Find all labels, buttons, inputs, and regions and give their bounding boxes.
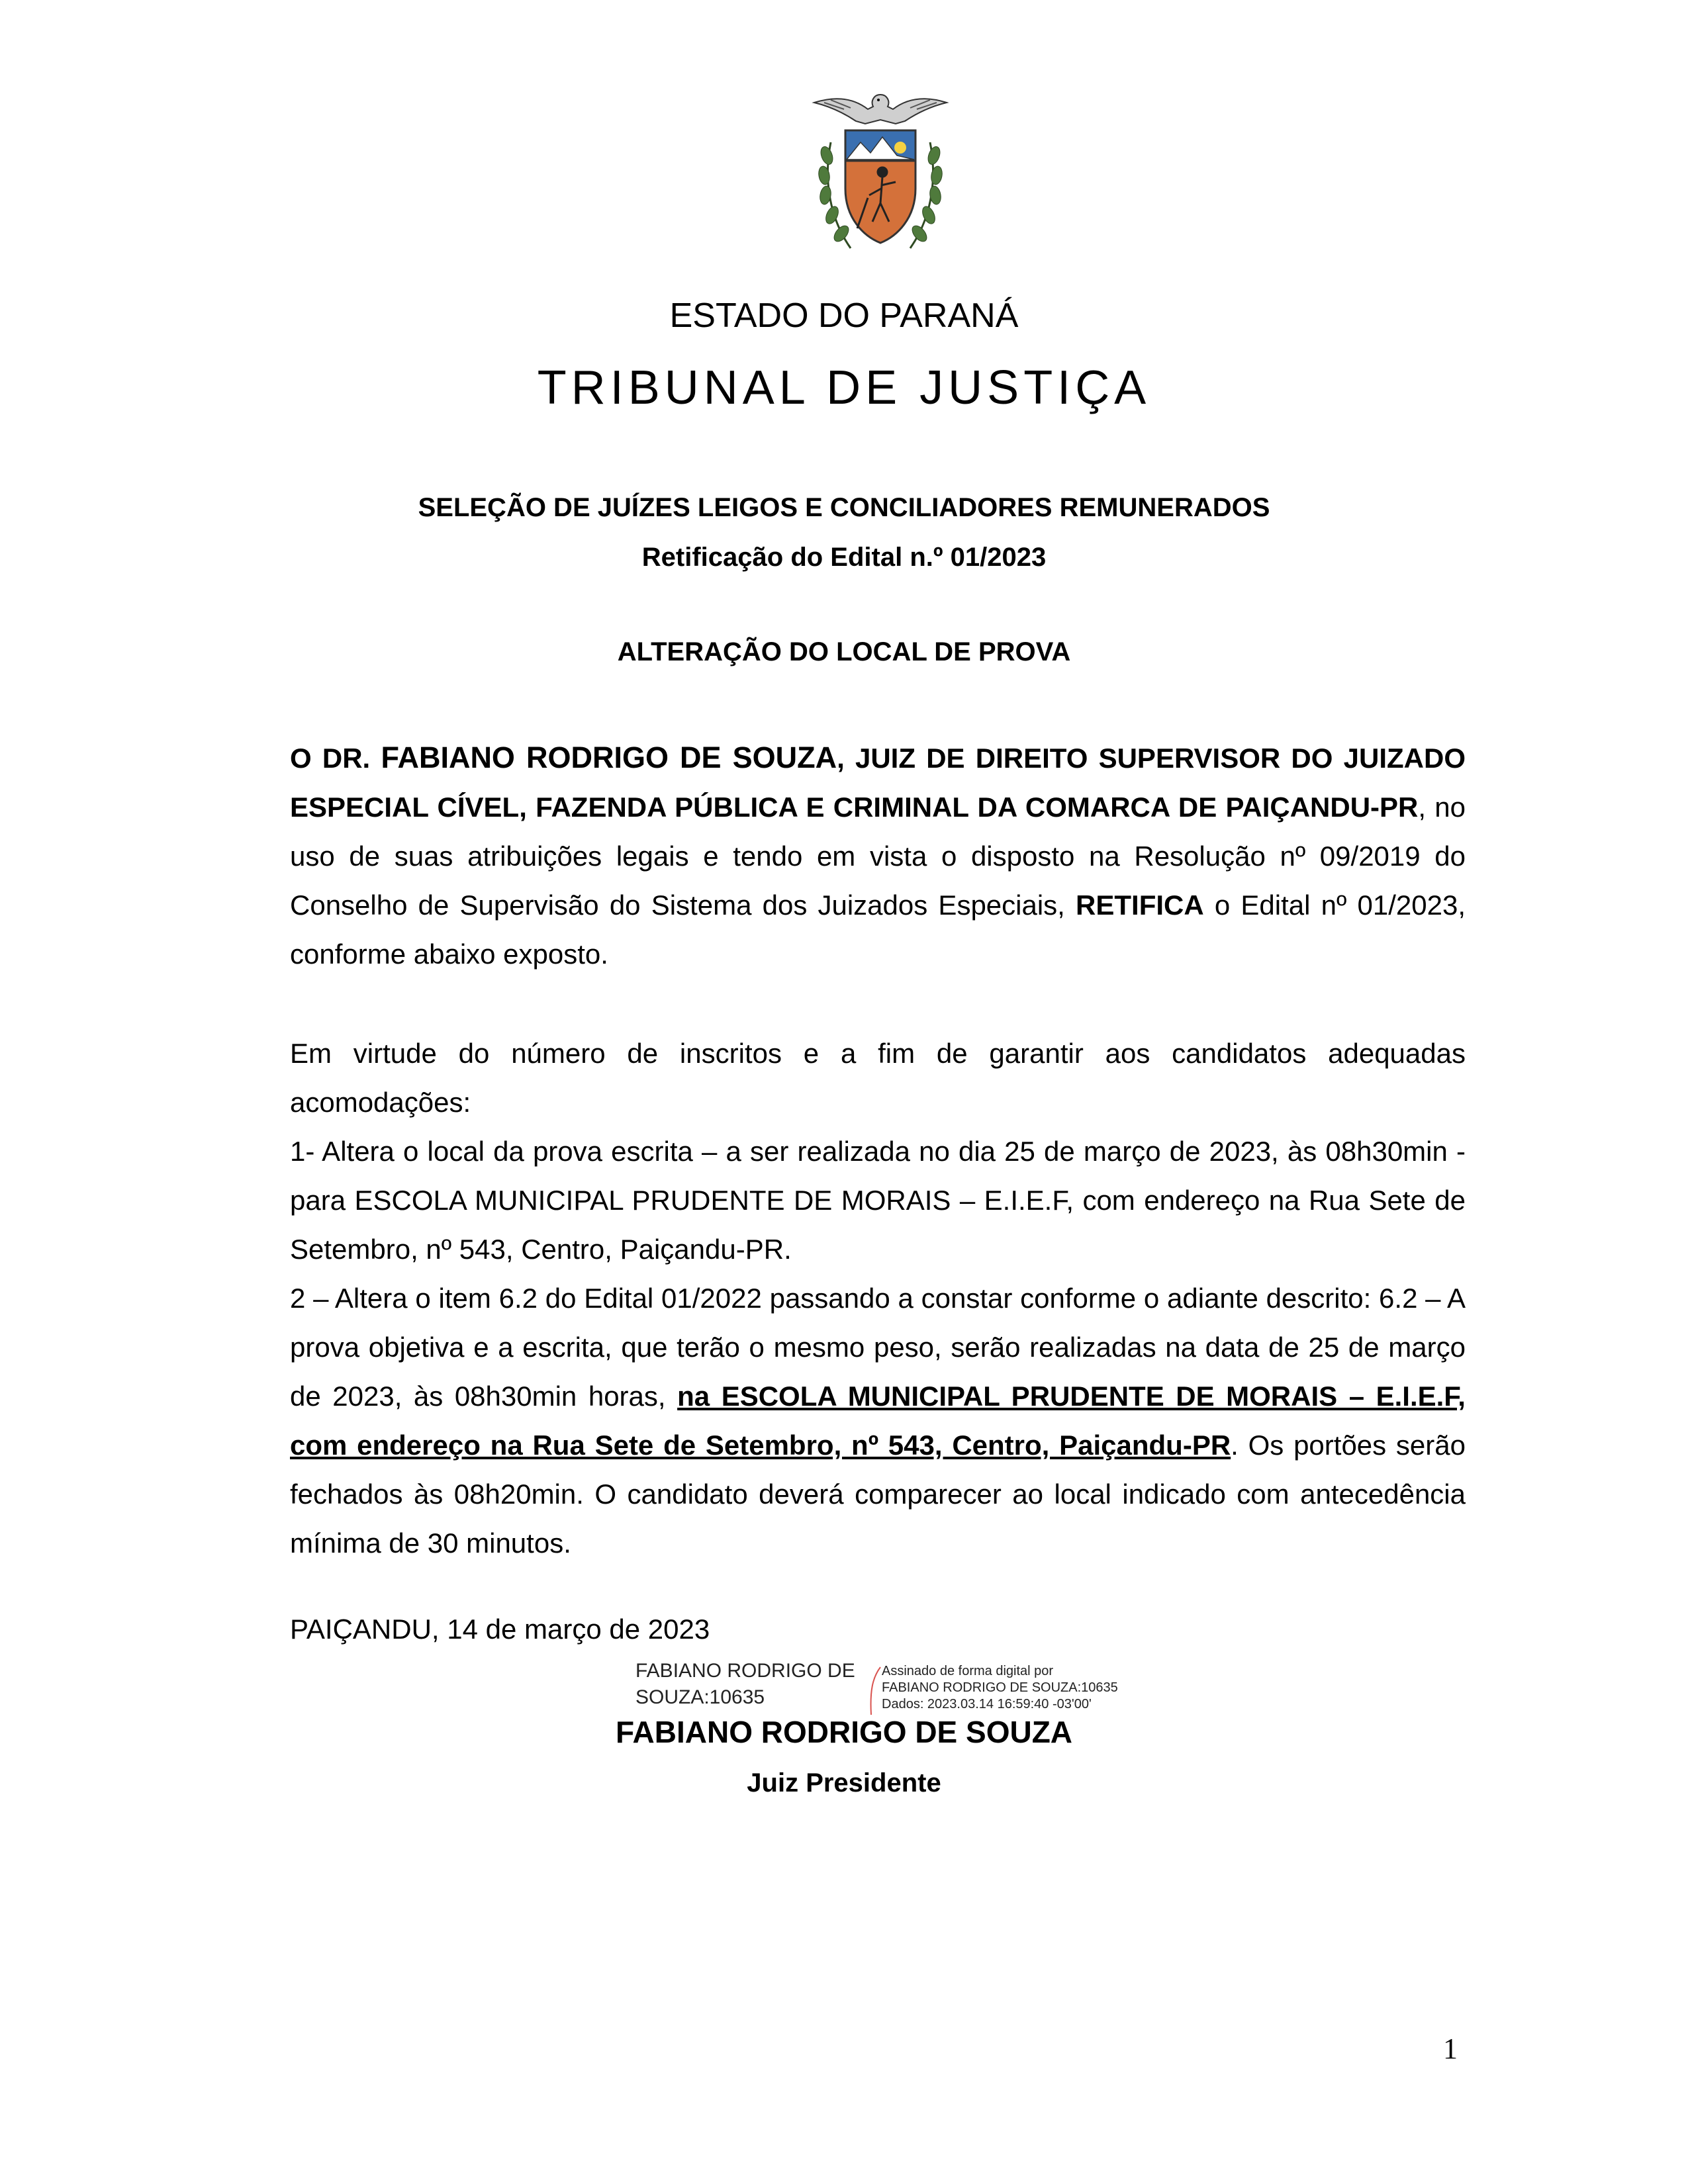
signature-name [635,1658,874,1711]
item-2-location: na ESCOLA MUNICIPAL PRUDENTE DE MORAIS – E.I.E.F, com endereço na Rua Sete de Setembro, nº 543, Centro, Paiçandu-PR [290,1381,1466,1461]
rectification-heading: Retificação do Edital n.º 01/2023 [641,543,1047,572]
court-heading: TRIBUNAL DE JUSTIÇA [537,361,1151,414]
signature-info-line-3: Dados: 2023.03.14 16:59:40 -03'00' [882,1697,1092,1711]
signature-info-line-1: Assinado de forma digital por [882,1664,1054,1678]
change-heading: ALTERAÇÃO DO LOCAL DE PROVA [617,637,1071,666]
signer-role: Juiz Presidente [747,1768,941,1797]
page-number: 1 [1443,2032,1458,2065]
intro-lead: O DR. [290,743,381,774]
signature-name-line-2: SOUZA:10635 [635,1686,765,1708]
selection-heading: SELEÇÃO DE JUÍZES LEIGOS E CONCILIADORES REMUNERADOS [418,493,1270,522]
signature-info-line-2: FABIANO RODRIGO DE SOUZA:10635 [882,1680,1118,1695]
digital-signature-block [635,1658,1118,1721]
eagle-icon [814,95,947,124]
item-2-text-post: . Os portões serão fechados às 08h20min. O candidato deverá comparecer ao local indicado com antecedência mínima de 30 minutos. [290,1430,1466,1559]
signature-name-line-1: FABIANO RODRIGO DE [635,1660,855,1682]
parana-coat-of-arms [804,89,957,261]
judge-name: FABIANO RODRIGO DE SOUZA [381,741,837,774]
place-date: PAIÇANDU, 14 de março de 2023 [290,1614,710,1645]
judge-title: , JUIZ DE DIREITO SUPERVISOR DO JUIZADO ESPECIAL CÍVEL, FAZENDA PÚBLICA E CRIMINAL DA COMARCA DE PAIÇANDU-PR [290,743,1466,823]
retifica-action: RETIFICA [1076,889,1204,921]
intro-text-2: o Edital nº 01/2023, conforme abaixo exposto. [290,889,1466,970]
reason-paragraph: Em virtude do número de inscritos e a fim de garantir aos candidatos adequadas acomodações: [290,1038,1466,1118]
signer-name: FABIANO RODRIGO DE SOUZA [615,1715,1073,1749]
body-section [290,1029,1466,1568]
item-1-paragraph: 1- Altera o local da prova escrita – a ser realizada no dia 25 de março de 2023, às 08h30min - para ESCOLA MUNICIPAL PRUDENTE DE MORAIS – E.I.E.F, com endereço na Rua Sete de Setembro, nº 543, Centro, Paiçandu-PR. [290,1136,1466,1265]
item-2-paragraph [290,1274,1466,1568]
intro-text-1: , no uso de suas atribuições legais e tendo em vista o disposto na Resolução nº 09/2019 do Conselho de Supervisão do Sistema dos Juizados Especiais, [290,792,1466,921]
state-heading: ESTADO DO PARANÁ [669,296,1019,335]
shield [845,130,915,243]
signature-info [882,1663,1120,1713]
item-2-text-pre: 2 – Altera o item 6.2 do Edital 01/2022 passando a constar conforme o adiante descrito: 6.2 – A prova objetiva e a escrita, que terão o mesmo peso, serão realizadas na data de 25 de março de 2023, às 08h30min horas, [290,1283,1466,1412]
intro-paragraph [290,733,1466,979]
